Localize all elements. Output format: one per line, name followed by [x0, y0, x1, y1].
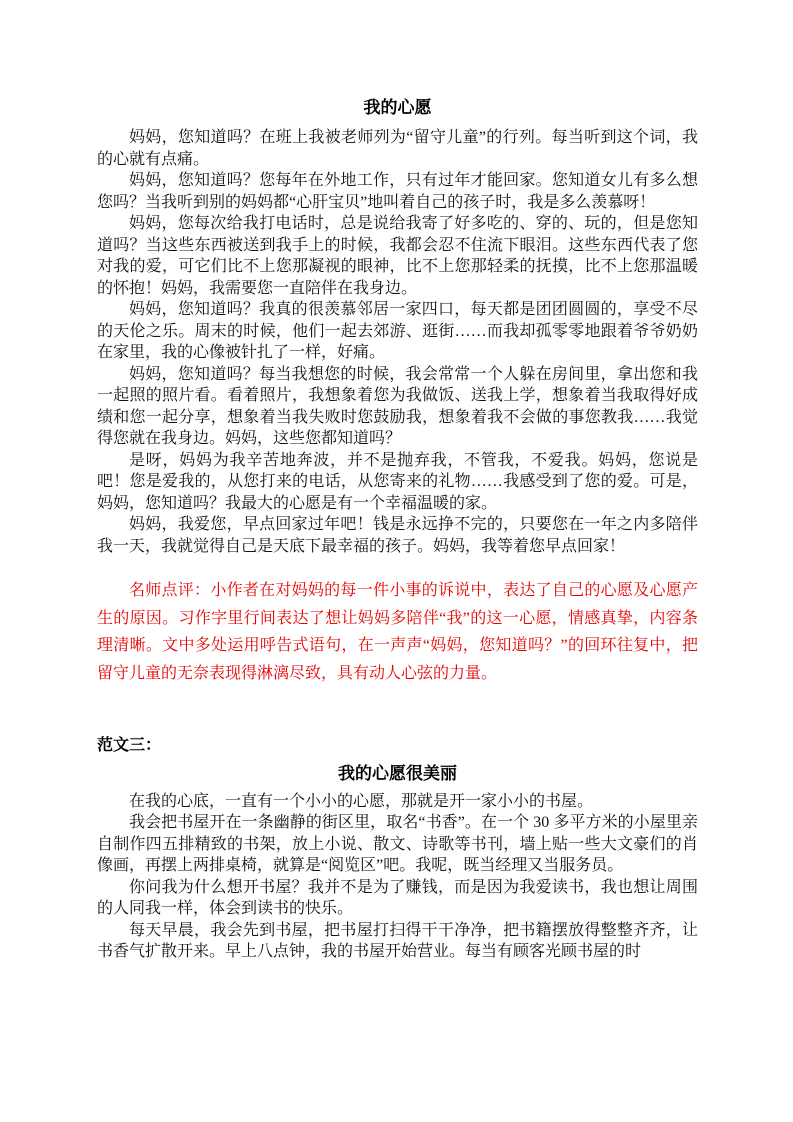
essay1-paragraph-4: 妈妈，您知道吗？我真的很羡慕邻居一家四口，每天都是团团圆圆的，享受不尽的天伦之乐。周末的时候，他们一起去郊游、逛街……而我却孤零零地跟着爷爷奶奶在家里，我的心像被针扎了一样，好痛。: [97, 301, 698, 361]
section-label-essay3: 范文三：: [97, 737, 162, 754]
essay1-paragraph-2: 妈妈，您知道吗？您每年在外地工作，只有过年才能回家。您知道女儿有多么想您吗？当我听到别的妈妈都“心肝宝贝”地叫着自己的孩子时，我是多么羡慕呀！: [97, 172, 698, 211]
essay1-paragraph-3: 妈妈，您每次给我打电话时，总是说给我寄了好多吃的、穿的、玩的，但是您知道吗？当这些东西被送到我手上的时候，我都会忍不住流下眼泪。这些东西代表了您对我的爱，可它们比不上您那凝视的眼神，比不上您那轻柔的抚摸，比不上您那温暖的怀抱！妈妈，我需要您一直陪伴在我身边。: [97, 215, 698, 297]
essay2-paragraph-2: 我会把书屋开在一条幽静的街区里，取名“书香”。在一个 30 多平方米的小屋里亲自制作四五排精致的书架，放上小说、散文、诗歌等书刊，墙上贴一些大文豪们的肖像画，再摆上两排桌椅，就算是“阅览区”吧。我呢，既当经理又当服务员。: [97, 814, 698, 874]
essay1-paragraph-7: 妈妈，我爱您，早点回家过年吧！钱是永远挣不完的，只要您在一年之内多陪伴我一天，我就觉得自己是天底下最幸福的孩子。妈妈，我等着您早点回家！: [97, 516, 698, 555]
essay1-paragraph-1: 妈妈，您知道吗？在班上我被老师列为“留守儿童”的行列。每当听到这个词，我的心就有点痛。: [97, 129, 698, 168]
essay1-paragraph-6: 是呀，妈妈为我辛苦地奔波，并不是抛弃我，不管我，不爱我。妈妈，您说是吧！您是爱我的，从您打来的电话，从您寄来的礼物……我感受到了您的爱。可是，妈妈，您知道吗？我最大的心愿是有一个幸福温暖的家。: [97, 451, 698, 512]
essay2-paragraph-3: 你问我为什么想开书屋？我并不是为了赚钱，而是因为我爱读书，我也想让周围的人同我一样，体会到读书的快乐。: [97, 878, 698, 917]
essay2-paragraph-4: 每天早晨，我会先到书屋，把书屋打扫得干干净净，把书籍摆放得整整齐齐，让书香气扩散开来。早上八点钟，我的书屋开始营业。每当有顾客光顾书屋的时: [97, 921, 698, 960]
essay2-paragraph-1: 在我的心底，一直有一个小小的心愿，那就是开一家小小的书屋。: [129, 792, 594, 810]
essay2-title: 我的心愿很美丽: [338, 763, 457, 783]
essay1-paragraph-5: 妈妈，您知道吗？每当我想您的时候，我会常常一个人躲在房间里，拿出您和我一起照的照片看。看着照片，我想象着您为我做饭、送我上学，想象着当我取得好成绩和您一起分享，想象着当我失败时您鼓励我，想象着我不会做的事您教我……我觉得您就在我身边。妈妈，这些您都知道吗？: [97, 365, 698, 447]
essay1-title: 我的心愿: [363, 98, 432, 117]
teacher-comment: 名师点评：小作者在对妈妈的每一件小事的诉说中，表达了自己的心愿及心愿产生的原因。习作字里行间表达了想让妈妈多陪伴“我”的这一心愿，情感真挚，内容条理清晰。文中多处运用呼告式语句，在一声声“妈妈，您知道吗？”的回环往复中，把留守儿童的无奈表现得淋漓尽致，具有动人心弦的力量。: [97, 582, 698, 682]
